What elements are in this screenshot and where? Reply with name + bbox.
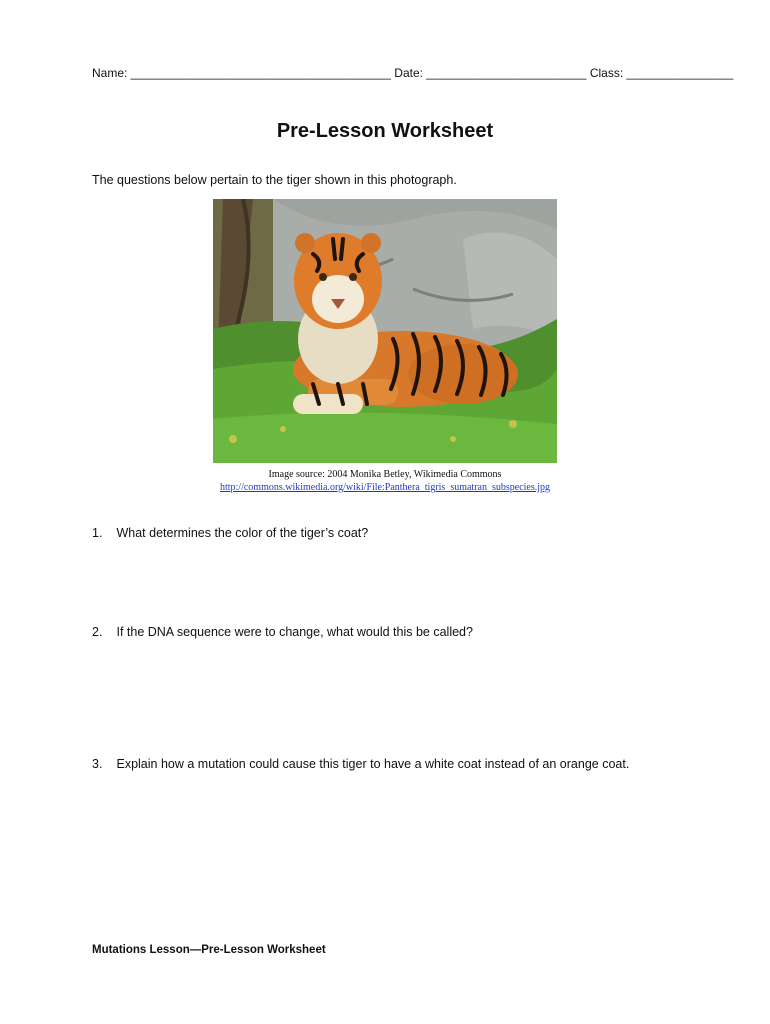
page-title: Pre-Lesson Worksheet	[276, 120, 494, 142]
tiger-photo-icon	[213, 199, 557, 463]
question-2	[92, 625, 473, 639]
photo-caption	[0, 468, 770, 494]
question-3	[92, 757, 629, 771]
caption-source: Image source: 2004 Monika Betley, Wikimedia Commons	[268, 469, 502, 480]
intro-text: The questions below pertain to the tiger shown in this photograph.	[92, 173, 457, 187]
question-number: 1.	[92, 526, 103, 540]
question-text: What determines the color of the tiger’s coat?	[116, 526, 369, 540]
name-date-class-line: Name: _______________________________________ Date: ________________________ Class: ________________	[92, 66, 734, 80]
question-number: 3.	[92, 757, 103, 771]
question-1	[92, 526, 368, 540]
footer-title: Mutations Lesson—Pre-Lesson Worksheet	[92, 944, 326, 956]
question-number: 2.	[92, 625, 103, 639]
tiger-photo	[213, 199, 557, 463]
question-text: If the DNA sequence were to change, what would this be called?	[116, 625, 473, 639]
caption-link[interactable]: http://commons.wikimedia.org/wiki/File:Panthera_tigris_sumatran_subspecies.jpg	[219, 482, 551, 493]
question-text: Explain how a mutation could cause this tiger to have a white coat instead of an orange coat.	[116, 757, 630, 771]
